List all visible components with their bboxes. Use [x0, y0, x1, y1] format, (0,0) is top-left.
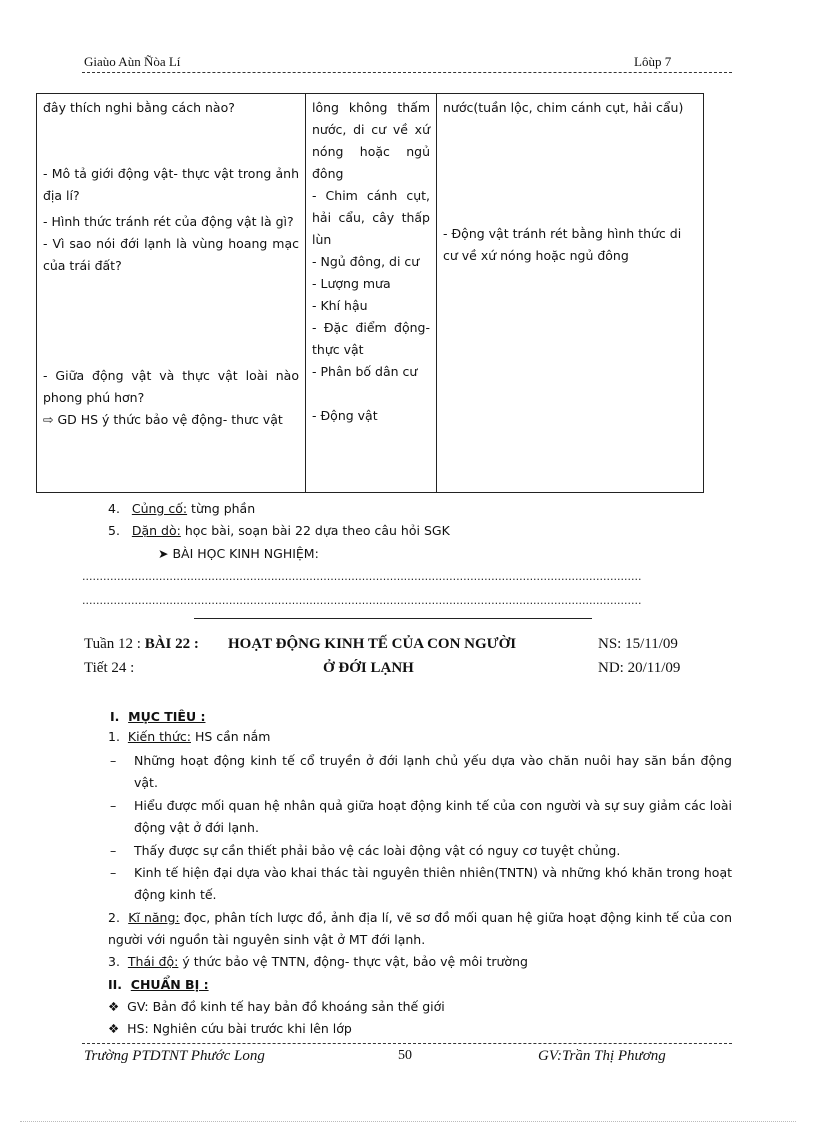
objectives-heading: I. MỤC TIÊU : [110, 709, 206, 724]
footer-teacher: GV:Trần Thị Phương [538, 1048, 666, 1064]
table-col-answers [306, 94, 437, 493]
objective-bullet: Những hoạt động kinh tế cổ truyền ở đới lạnh chủ yếu dựa vào chăn nuôi hay săn bắn động vật. [134, 753, 732, 790]
homework-item: 5. Dặn dò: học bài, soạn bài 22 dựa theo câu hỏi SGK [108, 523, 450, 538]
lesson-title-line2: Ở ĐỚI LẠNH [323, 660, 414, 676]
dotted-line: ................................................................................................................................................................ [82, 570, 642, 583]
prep-item: ❖ HS: Nghiên cứu bài trước khi lên lớp [108, 1021, 352, 1036]
page-edge [20, 1121, 796, 1122]
table-cell-line: - Đặc điểm động- thực vật [312, 320, 430, 357]
footer-divider [82, 1043, 732, 1044]
table-cell-line: - Động vật tránh rét bằng hình thức di cư về xứ nóng hoặc ngủ đông [443, 226, 682, 263]
header-left: Giaùo Aùn Ñòa Lí [84, 54, 181, 69]
table-cell-line: đây thích nghi bằng cách nào? [43, 100, 235, 115]
footer-school: Trường PTDTNT Phước Long [84, 1048, 265, 1064]
lesson-title: HOẠT ĐỘNG KINH TẾ CỦA CON NGƯỜI [228, 636, 517, 652]
table-cell-line: - Ngủ đông, di cư [312, 254, 420, 269]
nd-date: ND: 20/11/09 [598, 660, 681, 676]
dotted-line: ................................................................................................................................................................ [82, 594, 642, 607]
objective-bullet: Kinh tế hiện đại dựa vào khai thác tài nguyên thiên nhiên(TNTN) và những khó khăn trong hoạt động kinh tế. [134, 865, 732, 902]
experience-heading: ➤ BÀI HỌC KINH NGHIỆM: [158, 546, 319, 561]
header-divider [82, 72, 732, 73]
prep-item: ❖ GV: Bản đồ kinh tế hay bản đồ khoáng sản thế giới [108, 999, 445, 1014]
table-cell-line: - Khí hậu [312, 298, 368, 313]
attitude-line: 3. Thái độ: ý thức bảo vệ TNTN, động- thực vật, bảo vệ môi trường [108, 954, 528, 969]
table-cell-line: - Vì sao nói đới lạnh là vùng hoang mạc của trái đất? [43, 236, 299, 273]
skills-line: 2. Kĩ năng: đọc, phân tích lược đồ, ảnh địa lí, vẽ sơ đồ mối quan hệ giữa hoạt động kinh tế của con người với nguồn tài nguyên sinh vật ở MT đới lạnh. [108, 910, 732, 947]
table-cell-line: lông không thấm nước, di cư về xứ nóng hoặc ngủ đông [312, 100, 430, 181]
table-cell-line: - Phân bố dân cư [312, 364, 418, 379]
lesson-table [36, 93, 704, 493]
table-cell-line: - Động vật [312, 408, 378, 423]
header-right: Lôùp 7 [634, 54, 672, 69]
ns-date: NS: 15/11/09 [598, 636, 678, 652]
period-label: Tiết 24 : [84, 660, 135, 676]
table-col-content [437, 94, 704, 493]
knowledge-line: 1. Kiến thức: HS cần nắm [108, 729, 271, 744]
review-item: 4. Củng cố: từng phần [108, 501, 256, 516]
table-cell-line: - Giữa động vật và thực vật loài nào phong phú hơn? [43, 368, 299, 405]
table-col-questions [37, 94, 306, 493]
diamond-bullet-icon: ❖ [108, 999, 120, 1014]
table-cell-line: - Lượng mưa [312, 276, 391, 291]
week-label: Tuần 12 : BÀI 22 : [84, 636, 199, 652]
objective-bullet: Hiểu được mối quan hệ nhân quả giữa hoạt động kinh tế của con người và sự suy giảm các loài động vật ở đới lạnh. [134, 798, 732, 835]
diamond-bullet-icon: ❖ [108, 1021, 120, 1036]
objective-bullet: Thấy được sự cần thiết phải bảo vệ các loài động vật có nguy cơ tuyệt chủng. [134, 843, 621, 858]
prep-heading: II. CHUẨN BỊ : [108, 977, 209, 992]
table-cell-line: - Hình thức tránh rét của động vật là gì? [43, 214, 294, 229]
table-cell-line: - Mô tả giới động vật- thực vật trong ảnh địa lí? [43, 166, 299, 203]
page-number: 50 [398, 1048, 412, 1063]
table-cell-line: nước(tuần lộc, chim cánh cụt, hải cẩu) [443, 100, 684, 115]
table-row [37, 94, 704, 493]
table-cell-line: ⇨ GD HS ý thức bảo vệ động- thưc vật [43, 412, 283, 427]
table-cell-line: - Chim cánh cụt, hải cẩu, cây thấp lùn [312, 188, 430, 247]
section-divider [194, 618, 592, 619]
